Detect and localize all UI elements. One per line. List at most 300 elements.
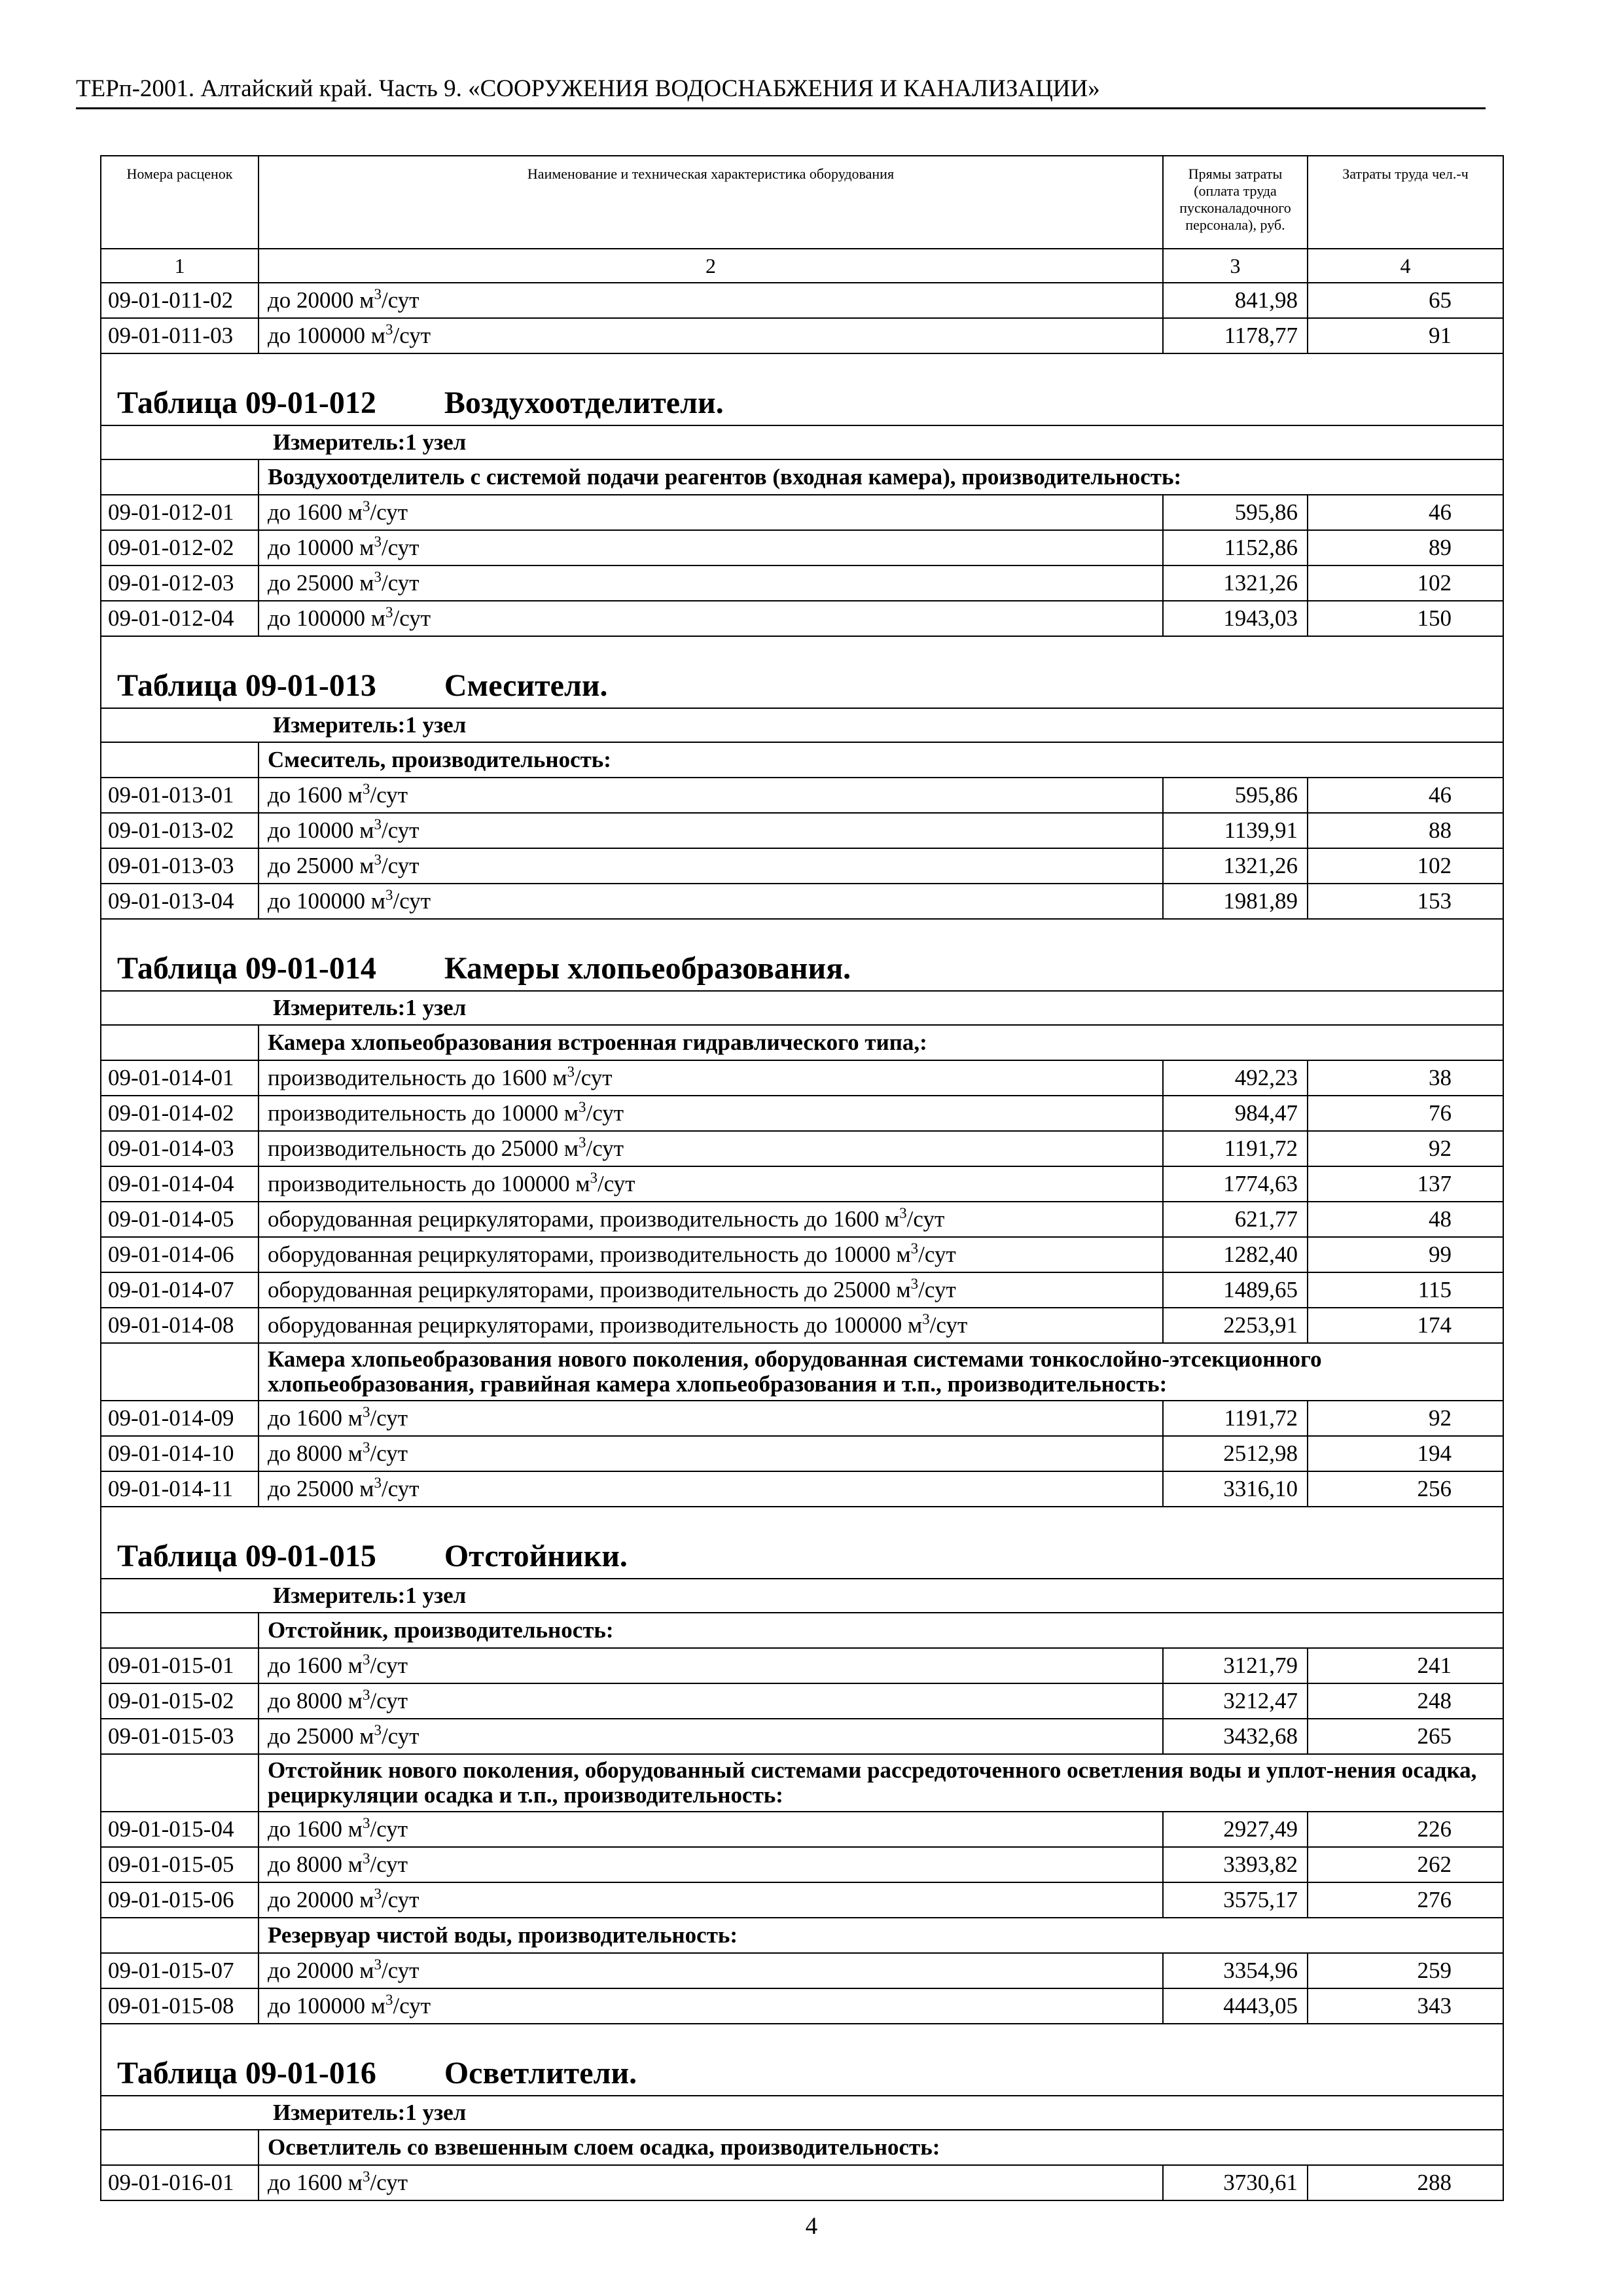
rate-code: 09-01-014-09 xyxy=(101,1401,259,1436)
direct-cost: 595,86 xyxy=(1163,495,1308,530)
table-row xyxy=(101,2165,1503,2200)
rate-code: 09-01-015-05 xyxy=(101,1847,259,1882)
direct-cost: 2927,49 xyxy=(1163,1812,1308,1847)
labor-cost: 48 xyxy=(1308,1202,1503,1237)
description-text: до 20000 м xyxy=(268,1958,374,1983)
direct-cost: 1321,26 xyxy=(1163,565,1308,601)
direct-cost: 492,23 xyxy=(1163,1060,1308,1096)
rate-code: 09-01-014-02 xyxy=(101,1096,259,1131)
table-name: Смесители. xyxy=(444,668,608,703)
direct-cost: 1191,72 xyxy=(1163,1401,1308,1436)
direct-cost: 3432,68 xyxy=(1163,1719,1308,1754)
cubic-superscript xyxy=(374,1958,382,1983)
section-heading: Отстойник нового поколения, оборудованный системами рассредоточенного осветления воды и уплот-нения осадка, рециркуляции осадка и т.п., производительность: xyxy=(259,1754,1503,1812)
measure-unit: Измеритель:1 узел xyxy=(101,991,1503,1025)
table-title-cell xyxy=(101,919,1503,991)
cubic-superscript xyxy=(590,1171,597,1196)
direct-cost: 841,98 xyxy=(1163,283,1308,318)
unit-suffix: /сут xyxy=(370,1441,408,1466)
column-header: Прямы затраты (оплата труда пусконаладочного персонала), руб. xyxy=(1163,156,1308,249)
rate-code: 09-01-014-08 xyxy=(101,1308,259,1343)
table-name: Воздухоотделители. xyxy=(444,386,724,420)
direct-cost: 2512,98 xyxy=(1163,1436,1308,1471)
description-text: производительность до 1600 м xyxy=(268,1065,567,1090)
labor-cost: 76 xyxy=(1308,1096,1503,1131)
description-text: до 20000 м xyxy=(268,287,374,313)
labor-cost: 115 xyxy=(1308,1272,1503,1308)
table-name: Осветлители. xyxy=(444,2056,637,2090)
labor-cost: 153 xyxy=(1308,884,1503,919)
column-header: Наименование и техническая характеристика оборудования xyxy=(259,156,1163,249)
column-number: 1 xyxy=(101,249,259,283)
table-number: Таблица 09-01-013 xyxy=(117,668,376,703)
measure-unit-row xyxy=(101,425,1503,459)
table-row xyxy=(101,1202,1503,1237)
equipment-description xyxy=(259,1988,1163,2024)
direct-cost: 621,77 xyxy=(1163,1202,1308,1237)
section-code-cell xyxy=(101,1025,259,1060)
direct-cost: 1774,63 xyxy=(1163,1166,1308,1202)
unit-suffix: /сут xyxy=(381,1476,419,1501)
cubic-superscript xyxy=(911,1242,919,1267)
direct-cost: 1321,26 xyxy=(1163,848,1308,884)
labor-cost: 194 xyxy=(1308,1436,1503,1471)
rate-code: 09-01-014-03 xyxy=(101,1131,259,1166)
table-row xyxy=(101,1988,1503,2024)
table-row xyxy=(101,1882,1503,1918)
table-row xyxy=(101,884,1503,919)
equipment-description xyxy=(259,565,1163,601)
page-number: 4 xyxy=(805,2213,818,2240)
direct-cost: 4443,05 xyxy=(1163,1988,1308,2024)
labor-cost: 150 xyxy=(1308,601,1503,636)
unit-suffix: /сут xyxy=(393,888,431,914)
labor-cost: 46 xyxy=(1308,778,1503,813)
cubic-superscript xyxy=(374,535,382,560)
direct-cost: 984,47 xyxy=(1163,1096,1308,1131)
table-row xyxy=(101,283,1503,318)
unit-suffix: /сут xyxy=(393,605,431,631)
unit-suffix: /сут xyxy=(370,499,408,525)
cubic-superscript xyxy=(363,1688,370,1713)
cubic-superscript xyxy=(363,499,370,525)
rates-table xyxy=(100,155,1504,2201)
labor-cost: 259 xyxy=(1308,1953,1503,1988)
description-text: до 8000 м xyxy=(268,1688,363,1713)
unit-suffix: /сут xyxy=(381,1723,419,1749)
table-title-row xyxy=(101,919,1503,991)
cubic-superscript xyxy=(567,1065,575,1090)
table-number: Таблица 09-01-016 xyxy=(117,2056,376,2090)
description-text: до 1600 м xyxy=(268,1653,363,1678)
table-title xyxy=(101,1537,1503,1575)
table-row xyxy=(101,813,1503,848)
section-heading: Отстойник, производительность: xyxy=(259,1613,1503,1648)
measure-unit-row xyxy=(101,2096,1503,2130)
unit-suffix: /сут xyxy=(370,1852,408,1877)
column-number: 2 xyxy=(259,249,1163,283)
direct-cost: 3730,61 xyxy=(1163,2165,1308,2200)
description-text: до 1600 м xyxy=(268,499,363,525)
unit-suffix: /сут xyxy=(370,1816,408,1842)
equipment-description xyxy=(259,884,1163,919)
labor-cost: 248 xyxy=(1308,1683,1503,1719)
equipment-description xyxy=(259,1308,1163,1343)
labor-cost: 88 xyxy=(1308,813,1503,848)
direct-cost: 1178,77 xyxy=(1163,318,1308,353)
description-text: оборудованная рециркуляторами, производительность до 100000 м xyxy=(268,1312,923,1338)
labor-cost: 265 xyxy=(1308,1719,1503,1754)
measure-unit: Измеритель:1 узел xyxy=(101,708,1503,742)
cubic-superscript xyxy=(922,1312,930,1338)
labor-cost: 102 xyxy=(1308,565,1503,601)
cubic-superscript xyxy=(579,1136,586,1161)
unit-suffix: /сут xyxy=(574,1065,613,1090)
unit-suffix: /сут xyxy=(381,853,419,878)
description-text: до 1600 м xyxy=(268,2170,363,2195)
table-number: Таблица 09-01-012 xyxy=(117,386,376,420)
section-heading-row xyxy=(101,2130,1503,2165)
table-row xyxy=(101,601,1503,636)
description-text: производительность до 100000 м xyxy=(268,1171,590,1196)
equipment-description xyxy=(259,1202,1163,1237)
unit-suffix: /сут xyxy=(393,323,431,348)
equipment-description xyxy=(259,1471,1163,1507)
table-row xyxy=(101,1847,1503,1882)
rate-code: 09-01-013-02 xyxy=(101,813,259,848)
table-row xyxy=(101,1308,1503,1343)
section-heading-row xyxy=(101,742,1503,778)
cubic-superscript xyxy=(363,1816,370,1842)
table-row xyxy=(101,1272,1503,1308)
column-header: Затраты труда чел.-ч xyxy=(1308,156,1503,249)
labor-cost: 92 xyxy=(1308,1131,1503,1166)
rate-code: 09-01-014-01 xyxy=(101,1060,259,1096)
rate-code: 09-01-014-05 xyxy=(101,1202,259,1237)
section-heading-row xyxy=(101,1918,1503,1953)
table-title-row xyxy=(101,353,1503,425)
equipment-description xyxy=(259,2165,1163,2200)
section-code-cell xyxy=(101,1754,259,1812)
rate-code: 09-01-012-02 xyxy=(101,530,259,565)
table-row xyxy=(101,495,1503,530)
direct-cost: 595,86 xyxy=(1163,778,1308,813)
unit-suffix: /сут xyxy=(597,1171,635,1196)
direct-cost: 3575,17 xyxy=(1163,1882,1308,1918)
table-title-row xyxy=(101,636,1503,708)
labor-cost: 38 xyxy=(1308,1060,1503,1096)
table-row xyxy=(101,778,1503,813)
section-heading: Камера хлопьеобразования встроенная гидравлического типа,: xyxy=(259,1025,1503,1060)
table-row xyxy=(101,1096,1503,1131)
cubic-superscript xyxy=(374,1887,382,1912)
table-title-cell xyxy=(101,2024,1503,2096)
cubic-superscript xyxy=(363,1405,370,1431)
table-title-row xyxy=(101,1507,1503,1579)
equipment-description xyxy=(259,1166,1163,1202)
unit-suffix: /сут xyxy=(370,1405,408,1431)
cubic-superscript xyxy=(363,782,370,808)
description-text: до 1600 м xyxy=(268,782,363,808)
cubic-superscript xyxy=(579,1100,586,1126)
cubic-superscript xyxy=(363,1653,370,1678)
section-heading-row xyxy=(101,1613,1503,1648)
direct-cost: 1139,91 xyxy=(1163,813,1308,848)
labor-cost: 262 xyxy=(1308,1847,1503,1882)
description-text: до 8000 м xyxy=(268,1852,363,1877)
section-heading-row xyxy=(101,1343,1503,1401)
table-name: Камеры хлопьеобразования. xyxy=(444,951,851,986)
labor-cost: 226 xyxy=(1308,1812,1503,1847)
rate-code: 09-01-011-02 xyxy=(101,283,259,318)
cubic-superscript xyxy=(374,817,382,843)
description-text: до 20000 м xyxy=(268,1887,374,1912)
direct-cost: 3316,10 xyxy=(1163,1471,1308,1507)
equipment-description xyxy=(259,1237,1163,1272)
section-heading: Воздухоотделитель с системой подачи реагентов (входная камера), производительность: xyxy=(259,459,1503,495)
rate-code: 09-01-013-01 xyxy=(101,778,259,813)
direct-cost: 3393,82 xyxy=(1163,1847,1308,1882)
measure-unit: Измеритель:1 узел xyxy=(101,425,1503,459)
section-code-cell xyxy=(101,459,259,495)
equipment-description xyxy=(259,1719,1163,1754)
table-title-row xyxy=(101,2024,1503,2096)
equipment-description xyxy=(259,778,1163,813)
table-row xyxy=(101,318,1503,353)
column-number-row xyxy=(101,249,1503,283)
section-code-cell xyxy=(101,2130,259,2165)
direct-cost: 2253,91 xyxy=(1163,1308,1308,1343)
direct-cost: 3354,96 xyxy=(1163,1953,1308,1988)
equipment-description xyxy=(259,1401,1163,1436)
unit-suffix: /сут xyxy=(918,1242,956,1267)
direct-cost: 3121,79 xyxy=(1163,1648,1308,1683)
labor-cost: 256 xyxy=(1308,1471,1503,1507)
section-heading-row xyxy=(101,1754,1503,1812)
labor-cost: 343 xyxy=(1308,1988,1503,2024)
section-heading-row xyxy=(101,459,1503,495)
description-text: до 1600 м xyxy=(268,1405,363,1431)
direct-cost: 1191,72 xyxy=(1163,1131,1308,1166)
rate-code: 09-01-012-01 xyxy=(101,495,259,530)
equipment-description xyxy=(259,530,1163,565)
table-name: Отстойники. xyxy=(444,1539,628,1573)
table-title xyxy=(101,667,1503,705)
table-row xyxy=(101,1719,1503,1754)
rate-code: 09-01-015-07 xyxy=(101,1953,259,1988)
equipment-description xyxy=(259,1812,1163,1847)
rate-code: 09-01-014-04 xyxy=(101,1166,259,1202)
cubic-superscript xyxy=(374,570,382,596)
table-header-row xyxy=(101,156,1503,249)
measure-unit-row xyxy=(101,1579,1503,1613)
table-row xyxy=(101,1436,1503,1471)
cubic-superscript xyxy=(374,287,382,313)
cubic-superscript xyxy=(374,853,382,878)
table-row xyxy=(101,1131,1503,1166)
unit-suffix: /сут xyxy=(586,1100,624,1126)
description-text: до 25000 м xyxy=(268,1476,374,1501)
description-text: до 8000 м xyxy=(268,1441,363,1466)
equipment-description xyxy=(259,601,1163,636)
labor-cost: 102 xyxy=(1308,848,1503,884)
rate-code: 09-01-012-04 xyxy=(101,601,259,636)
rate-code: 09-01-013-04 xyxy=(101,884,259,919)
description-text: до 100000 м xyxy=(268,1993,385,2018)
description-text: оборудованная рециркуляторами, производительность до 25000 м xyxy=(268,1277,911,1302)
rate-code: 09-01-014-06 xyxy=(101,1237,259,1272)
rate-code: 09-01-015-03 xyxy=(101,1719,259,1754)
equipment-description xyxy=(259,318,1163,353)
description-text: до 100000 м xyxy=(268,605,385,631)
table-row xyxy=(101,1953,1503,1988)
description-text: до 25000 м xyxy=(268,853,374,878)
rate-code: 09-01-016-01 xyxy=(101,2165,259,2200)
section-code-cell xyxy=(101,1918,259,1953)
section-heading: Камера хлопьеобразования нового поколения, оборудованная системами тонкослойно-этсекционного хлопьеобразования, гравийная камера хлопьеобразования и т.п., производительность: xyxy=(259,1343,1503,1401)
labor-cost: 65 xyxy=(1308,283,1503,318)
measure-unit: Измеритель:1 узел xyxy=(101,2096,1503,2130)
rate-code: 09-01-011-03 xyxy=(101,318,259,353)
description-text: производительность до 10000 м xyxy=(268,1100,579,1126)
cubic-superscript xyxy=(385,888,393,914)
labor-cost: 276 xyxy=(1308,1882,1503,1918)
direct-cost: 1943,03 xyxy=(1163,601,1308,636)
equipment-description xyxy=(259,1648,1163,1683)
cubic-superscript xyxy=(363,1852,370,1877)
description-text: до 25000 м xyxy=(268,1723,374,1749)
equipment-description xyxy=(259,848,1163,884)
labor-cost: 92 xyxy=(1308,1401,1503,1436)
equipment-description xyxy=(259,495,1163,530)
table-row xyxy=(101,1401,1503,1436)
table-row xyxy=(101,1683,1503,1719)
unit-suffix: /сут xyxy=(381,1958,419,1983)
labor-cost: 89 xyxy=(1308,530,1503,565)
labor-cost: 46 xyxy=(1308,495,1503,530)
table-row xyxy=(101,848,1503,884)
unit-suffix: /сут xyxy=(586,1136,624,1161)
cubic-superscript xyxy=(385,1993,393,2018)
unit-suffix: /сут xyxy=(381,570,419,596)
cubic-superscript xyxy=(385,323,393,348)
labor-cost: 99 xyxy=(1308,1237,1503,1272)
equipment-description xyxy=(259,283,1163,318)
page-header: ТЕРп-2001. Алтайский край. Часть 9. «СООРУЖЕНИЯ ВОДОСНАБЖЕНИЯ И КАНАЛИЗАЦИИ» xyxy=(76,71,1486,109)
rate-code: 09-01-015-04 xyxy=(101,1812,259,1847)
description-text: производительность до 25000 м xyxy=(268,1136,579,1161)
column-number: 4 xyxy=(1308,249,1503,283)
section-code-cell xyxy=(101,1613,259,1648)
cubic-superscript xyxy=(374,1723,382,1749)
unit-suffix: /сут xyxy=(381,817,419,843)
unit-suffix: /сут xyxy=(381,287,419,313)
table-title-cell xyxy=(101,1507,1503,1579)
labor-cost: 91 xyxy=(1308,318,1503,353)
section-code-cell xyxy=(101,1343,259,1401)
measure-unit: Измеритель:1 узел xyxy=(101,1579,1503,1613)
section-heading: Смеситель, производительность: xyxy=(259,742,1503,778)
equipment-description xyxy=(259,1882,1163,1918)
table-row xyxy=(101,1471,1503,1507)
equipment-description xyxy=(259,1847,1163,1882)
rate-code: 09-01-015-08 xyxy=(101,1988,259,2024)
rate-code: 09-01-012-03 xyxy=(101,565,259,601)
labor-cost: 288 xyxy=(1308,2165,1503,2200)
rate-code: 09-01-015-02 xyxy=(101,1683,259,1719)
unit-suffix: /сут xyxy=(370,1653,408,1678)
equipment-description xyxy=(259,813,1163,848)
table-title xyxy=(101,384,1503,422)
unit-suffix: /сут xyxy=(381,535,419,560)
labor-cost: 174 xyxy=(1308,1308,1503,1343)
rate-code: 09-01-014-10 xyxy=(101,1436,259,1471)
description-text: до 100000 м xyxy=(268,323,385,348)
table-title-cell xyxy=(101,636,1503,708)
rate-code: 09-01-014-11 xyxy=(101,1471,259,1507)
section-heading: Резервуар чистой воды, производительность: xyxy=(259,1918,1503,1953)
unit-suffix: /сут xyxy=(370,1688,408,1713)
description-text: оборудованная рециркуляторами, производительность до 10000 м xyxy=(268,1242,911,1267)
cubic-superscript xyxy=(374,1476,382,1501)
rate-code: 09-01-014-07 xyxy=(101,1272,259,1308)
section-heading: Осветлитель со взвешенным слоем осадка, производительность: xyxy=(259,2130,1503,2165)
table-row xyxy=(101,1166,1503,1202)
unit-suffix: /сут xyxy=(929,1312,968,1338)
rate-code: 09-01-015-01 xyxy=(101,1648,259,1683)
cubic-superscript xyxy=(385,605,393,631)
column-header: Номера расценок xyxy=(101,156,259,249)
table-row xyxy=(101,565,1503,601)
table-row xyxy=(101,530,1503,565)
unit-suffix: /сут xyxy=(918,1277,956,1302)
unit-suffix: /сут xyxy=(381,1887,419,1912)
description-text: до 25000 м xyxy=(268,570,374,596)
section-code-cell xyxy=(101,742,259,778)
labor-cost: 241 xyxy=(1308,1648,1503,1683)
unit-suffix: /сут xyxy=(906,1206,945,1232)
equipment-description xyxy=(259,1060,1163,1096)
unit-suffix: /сут xyxy=(370,782,408,808)
description-text: оборудованная рециркуляторами, производительность до 1600 м xyxy=(268,1206,900,1232)
table-row xyxy=(101,1648,1503,1683)
table-number: Таблица 09-01-014 xyxy=(117,951,376,986)
table-row xyxy=(101,1237,1503,1272)
rate-code: 09-01-015-06 xyxy=(101,1882,259,1918)
description-text: до 10000 м xyxy=(268,535,374,560)
table-title-cell xyxy=(101,353,1503,425)
unit-suffix: /сут xyxy=(370,2170,408,2195)
description-text: до 1600 м xyxy=(268,1816,363,1842)
equipment-description xyxy=(259,1436,1163,1471)
description-text: до 10000 м xyxy=(268,817,374,843)
measure-unit-row xyxy=(101,991,1503,1025)
labor-cost: 137 xyxy=(1308,1166,1503,1202)
description-text: до 100000 м xyxy=(268,888,385,914)
equipment-description xyxy=(259,1953,1163,1988)
direct-cost: 1981,89 xyxy=(1163,884,1308,919)
table-row xyxy=(101,1812,1503,1847)
equipment-description xyxy=(259,1131,1163,1166)
cubic-superscript xyxy=(363,2170,370,2195)
cubic-superscript xyxy=(363,1441,370,1466)
direct-cost: 1489,65 xyxy=(1163,1272,1308,1308)
column-number: 3 xyxy=(1163,249,1308,283)
unit-suffix: /сут xyxy=(393,1993,431,2018)
table-title xyxy=(101,2054,1503,2092)
direct-cost: 3212,47 xyxy=(1163,1683,1308,1719)
direct-cost: 1282,40 xyxy=(1163,1237,1308,1272)
